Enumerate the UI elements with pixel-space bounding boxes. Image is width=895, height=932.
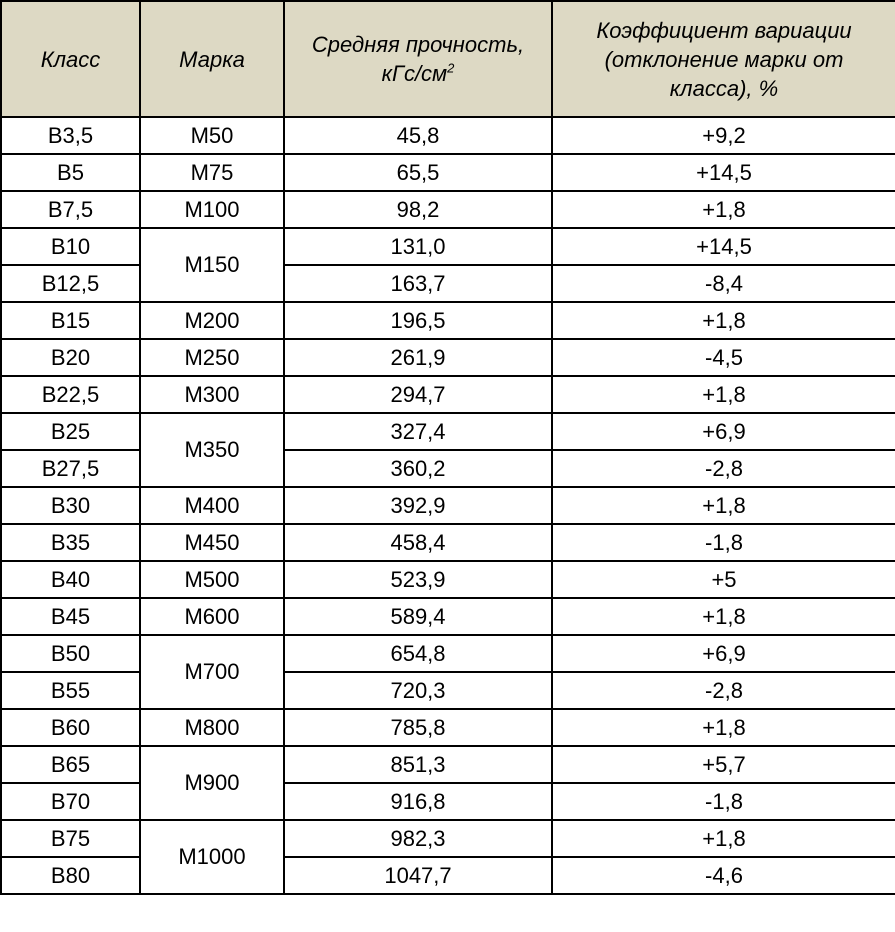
cell-variation: +1,8	[552, 487, 895, 524]
cell-grade: М1000	[140, 820, 284, 894]
table-row	[1, 413, 895, 450]
cell-variation: +5	[552, 561, 895, 598]
cell-class: В75	[1, 820, 140, 857]
cell-variation: +1,8	[552, 191, 895, 228]
cell-grade: М450	[140, 524, 284, 561]
table-row	[1, 746, 895, 783]
cell-grade: М500	[140, 561, 284, 598]
cell-strength: 720,3	[284, 672, 552, 709]
header-strength-unit: кГс/см	[381, 61, 448, 86]
table-row	[1, 857, 895, 894]
cell-variation: +1,8	[552, 376, 895, 413]
cell-variation: -4,5	[552, 339, 895, 376]
cell-variation: -4,6	[552, 857, 895, 894]
cell-strength: 261,9	[284, 339, 552, 376]
table-row	[1, 265, 895, 302]
cell-strength: 360,2	[284, 450, 552, 487]
header-grade: Марка	[140, 1, 284, 117]
cell-strength: 65,5	[284, 154, 552, 191]
cell-variation: +1,8	[552, 302, 895, 339]
cell-variation: +6,9	[552, 635, 895, 672]
cell-grade: М600	[140, 598, 284, 635]
cell-variation: +9,2	[552, 117, 895, 154]
table-row	[1, 117, 895, 154]
table-row	[1, 228, 895, 265]
cell-class: В60	[1, 709, 140, 746]
cell-strength: 785,8	[284, 709, 552, 746]
cell-variation: +1,8	[552, 598, 895, 635]
table-row	[1, 302, 895, 339]
cell-class: В35	[1, 524, 140, 561]
table-header-row	[1, 1, 895, 117]
cell-grade: М50	[140, 117, 284, 154]
header-strength-sup: 2	[447, 60, 455, 76]
header-strength-main: Средняя прочность,	[311, 32, 525, 57]
cell-grade: М700	[140, 635, 284, 709]
table-row	[1, 672, 895, 709]
cell-strength: 458,4	[284, 524, 552, 561]
cell-strength: 851,3	[284, 746, 552, 783]
cell-class: В65	[1, 746, 140, 783]
cell-strength: 131,0	[284, 228, 552, 265]
table-row	[1, 339, 895, 376]
cell-variation: -2,8	[552, 672, 895, 709]
cell-class: В50	[1, 635, 140, 672]
cell-variation: -8,4	[552, 265, 895, 302]
cell-grade: М800	[140, 709, 284, 746]
table-row	[1, 191, 895, 228]
cell-variation: +14,5	[552, 228, 895, 265]
header-strength	[284, 1, 552, 117]
cell-strength: 196,5	[284, 302, 552, 339]
cell-class: В55	[1, 672, 140, 709]
cell-variation: -1,8	[552, 524, 895, 561]
cell-class: В27,5	[1, 450, 140, 487]
cell-variation: +1,8	[552, 820, 895, 857]
cell-class: В3,5	[1, 117, 140, 154]
cell-grade: М300	[140, 376, 284, 413]
table-row	[1, 376, 895, 413]
cell-class: В7,5	[1, 191, 140, 228]
cell-grade: М400	[140, 487, 284, 524]
cell-strength: 294,7	[284, 376, 552, 413]
cell-variation: +14,5	[552, 154, 895, 191]
cell-grade: М350	[140, 413, 284, 487]
cell-strength: 982,3	[284, 820, 552, 857]
table-row	[1, 450, 895, 487]
header-variation: Коэффициент вариации (отклонение марки от класса), %	[552, 1, 895, 117]
cell-strength: 1047,7	[284, 857, 552, 894]
cell-strength: 392,9	[284, 487, 552, 524]
cell-variation: +5,7	[552, 746, 895, 783]
cell-strength: 589,4	[284, 598, 552, 635]
cell-class: В80	[1, 857, 140, 894]
cell-variation: +6,9	[552, 413, 895, 450]
cell-class: В15	[1, 302, 140, 339]
table-row	[1, 487, 895, 524]
table-row	[1, 561, 895, 598]
cell-grade: М75	[140, 154, 284, 191]
cell-strength: 98,2	[284, 191, 552, 228]
cell-class: В40	[1, 561, 140, 598]
cell-variation: -2,8	[552, 450, 895, 487]
cell-class: В12,5	[1, 265, 140, 302]
cell-strength: 163,7	[284, 265, 552, 302]
table-row	[1, 783, 895, 820]
cell-class: В20	[1, 339, 140, 376]
cell-class: В25	[1, 413, 140, 450]
header-class: Класс	[1, 1, 140, 117]
table-row	[1, 820, 895, 857]
cell-grade: М200	[140, 302, 284, 339]
cell-strength: 327,4	[284, 413, 552, 450]
table-row	[1, 709, 895, 746]
cell-class: В45	[1, 598, 140, 635]
cell-strength: 916,8	[284, 783, 552, 820]
cell-strength: 523,9	[284, 561, 552, 598]
cell-class: В5	[1, 154, 140, 191]
table-row	[1, 524, 895, 561]
cell-class: В70	[1, 783, 140, 820]
cell-grade: М100	[140, 191, 284, 228]
cell-grade: М250	[140, 339, 284, 376]
cell-strength: 45,8	[284, 117, 552, 154]
table-row	[1, 154, 895, 191]
cell-strength: 654,8	[284, 635, 552, 672]
table-row	[1, 635, 895, 672]
table-row	[1, 598, 895, 635]
cell-grade: М900	[140, 746, 284, 820]
cell-class: В30	[1, 487, 140, 524]
cell-variation: +1,8	[552, 709, 895, 746]
cell-variation: -1,8	[552, 783, 895, 820]
cell-class: В10	[1, 228, 140, 265]
cell-class: В22,5	[1, 376, 140, 413]
cell-grade: М150	[140, 228, 284, 302]
